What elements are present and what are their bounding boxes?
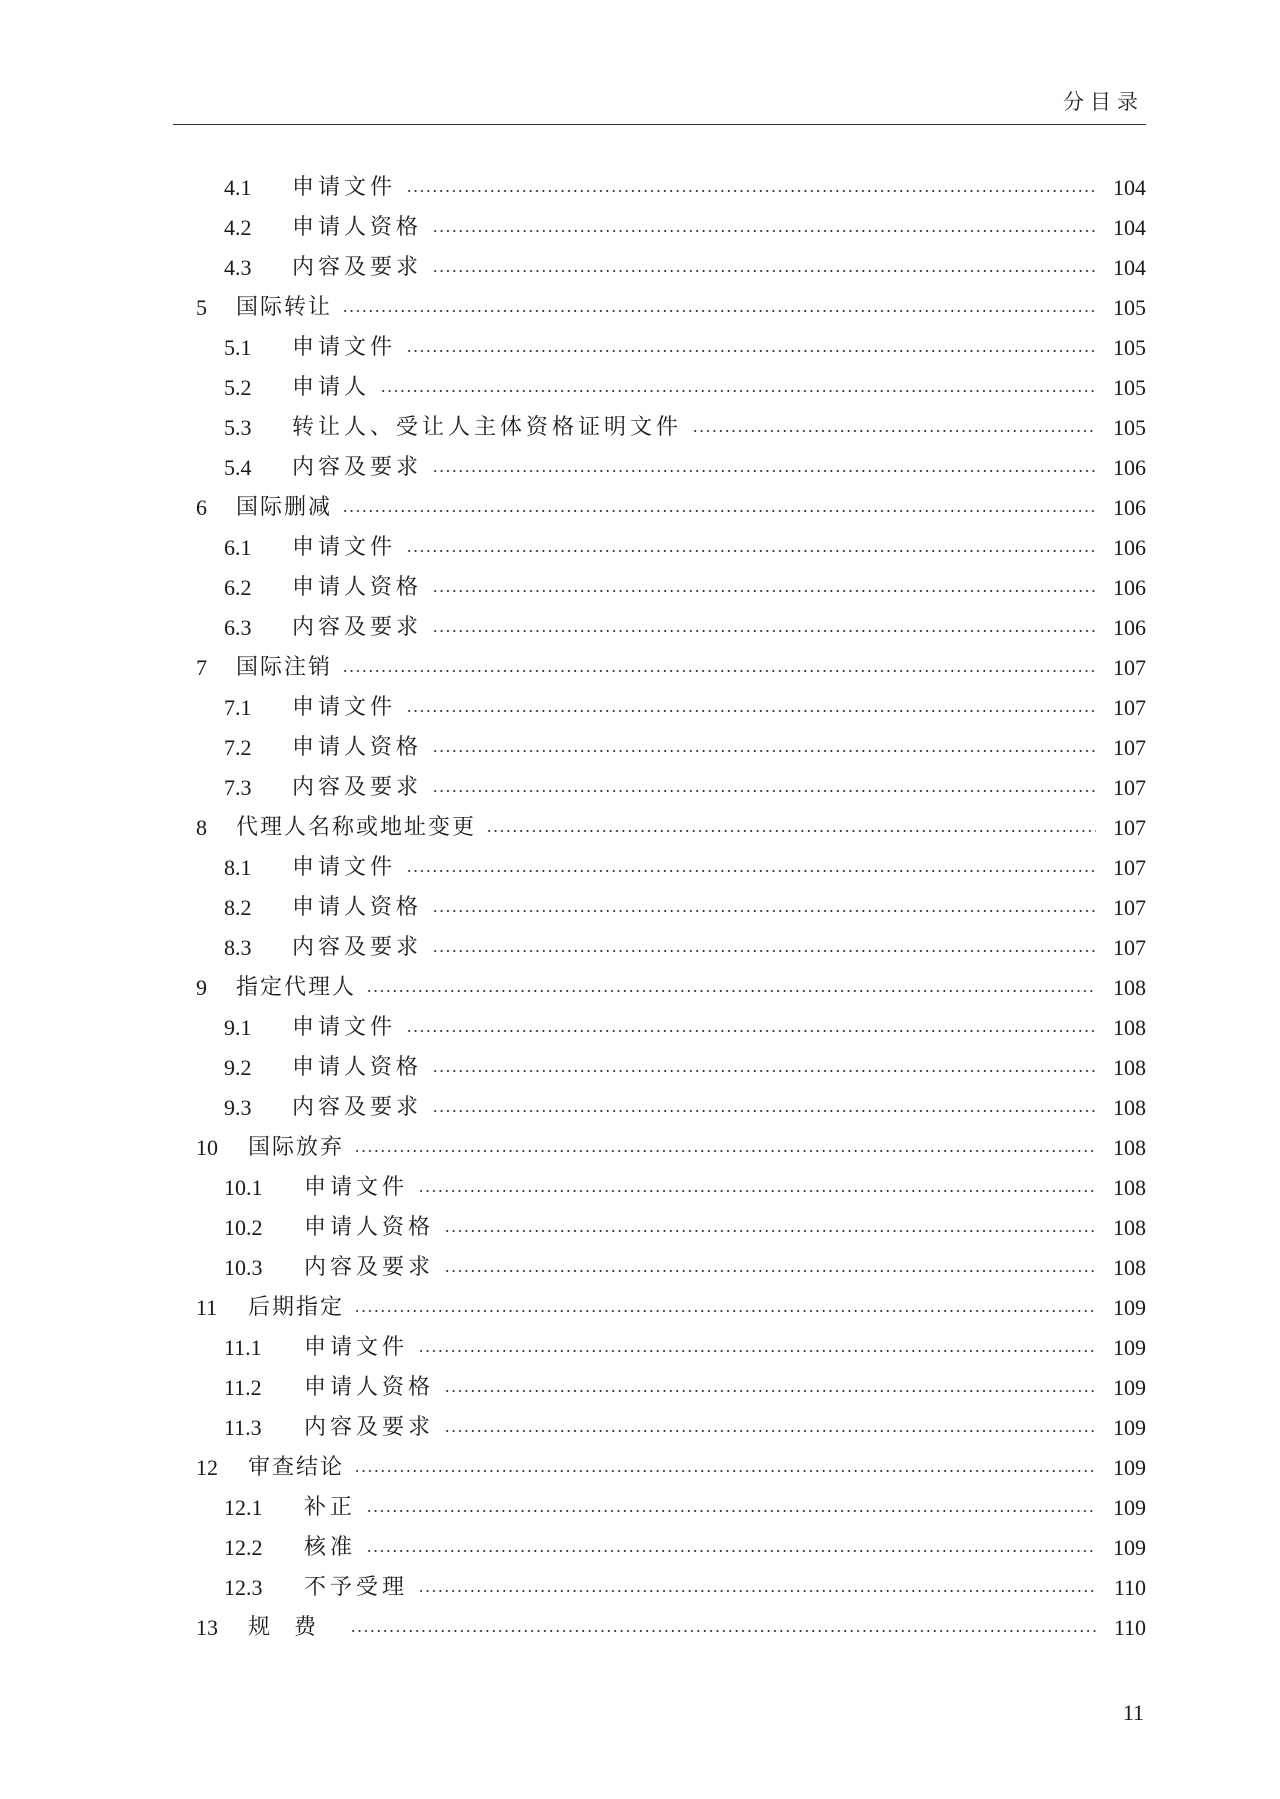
toc-number: 8.1 (224, 855, 252, 880)
dot-leader (354, 1310, 1096, 1312)
dot-leader (432, 470, 1096, 472)
toc-title: 转让人、受让人主体资格证明文件 (292, 415, 683, 440)
dot-leader (692, 430, 1096, 432)
toc-number: 7.1 (224, 695, 252, 720)
toc-number: 12 (196, 1455, 218, 1480)
toc-number: 8 (196, 815, 207, 840)
toc-page-number: 109 (1113, 1375, 1146, 1400)
dot-leader (432, 750, 1096, 752)
toc-page-number: 107 (1113, 695, 1146, 720)
toc-title: 申请人资格 (292, 735, 423, 760)
dot-leader (342, 310, 1096, 312)
toc-title: 申请文件 (292, 335, 397, 360)
toc-page-number: 109 (1113, 1415, 1146, 1440)
toc-section-row[interactable] (196, 1328, 1146, 1368)
dot-leader (444, 1270, 1096, 1272)
dot-leader (354, 1150, 1096, 1152)
toc-number: 10.3 (224, 1255, 263, 1280)
toc-section-row[interactable] (196, 608, 1146, 648)
toc-page-number: 107 (1113, 735, 1146, 760)
toc-section-row[interactable] (196, 1408, 1146, 1448)
dot-leader (486, 830, 1096, 832)
toc-title: 国际删减 (236, 495, 333, 520)
toc-number: 6.3 (224, 615, 252, 640)
dot-leader (432, 230, 1096, 232)
dot-leader (432, 1070, 1096, 1072)
toc-title: 申请文件 (292, 855, 397, 880)
toc-number: 8.3 (224, 935, 252, 960)
toc-number: 11.3 (224, 1415, 262, 1440)
toc-number: 12.3 (224, 1575, 263, 1600)
toc-number: 6.2 (224, 575, 252, 600)
toc-number: 7 (196, 655, 207, 680)
toc-title: 申请文件 (304, 1335, 409, 1360)
toc-number: 10.1 (224, 1175, 263, 1200)
toc-page-number: 105 (1113, 415, 1146, 440)
toc-page-number: 107 (1113, 935, 1146, 960)
toc-page-number: 109 (1113, 1295, 1146, 1320)
toc-section-row[interactable] (196, 448, 1146, 488)
toc-title: 申请人资格 (304, 1375, 435, 1400)
toc-number: 9.3 (224, 1095, 252, 1120)
toc-title: 后期指定 (248, 1295, 345, 1320)
dot-leader (418, 1190, 1096, 1192)
toc-section-row[interactable] (196, 1048, 1146, 1088)
header-title: 分目录 (1063, 90, 1144, 114)
toc-section-row[interactable] (196, 328, 1146, 368)
toc-title: 内容及要求 (292, 255, 423, 280)
dot-leader (432, 910, 1096, 912)
toc-chapter-row[interactable] (196, 808, 1146, 848)
toc-title: 申请人资格 (304, 1215, 435, 1240)
toc-chapter-row[interactable] (196, 1608, 1146, 1648)
toc-number: 7.3 (224, 775, 252, 800)
dot-leader (406, 710, 1096, 712)
toc-title: 内容及要求 (292, 935, 423, 960)
toc-page-number: 104 (1113, 215, 1146, 240)
toc-page-number: 106 (1113, 535, 1146, 560)
toc-number: 4.3 (224, 255, 252, 280)
toc-page-number: 107 (1113, 655, 1146, 680)
toc-page-number: 106 (1113, 575, 1146, 600)
toc-page-number: 108 (1113, 1095, 1146, 1120)
dot-leader (444, 1230, 1096, 1232)
dot-leader (366, 1550, 1096, 1552)
toc-section-row[interactable] (196, 1568, 1146, 1608)
toc-title: 审查结论 (248, 1455, 345, 1480)
dot-leader (418, 1350, 1096, 1352)
toc-number: 5.2 (224, 375, 252, 400)
toc-title: 内容及要求 (292, 1095, 423, 1120)
dot-leader (444, 1430, 1096, 1432)
toc-page-number: 105 (1113, 335, 1146, 360)
toc-title: 申请人资格 (292, 895, 423, 920)
toc-number: 11.1 (224, 1335, 262, 1360)
toc-number: 6 (196, 495, 207, 520)
toc-section-row[interactable] (196, 1208, 1146, 1248)
dot-leader (432, 1110, 1096, 1112)
toc-number: 9.1 (224, 1015, 252, 1040)
toc-title: 补正 (304, 1495, 357, 1520)
toc-number: 8.2 (224, 895, 252, 920)
toc-title: 申请文件 (292, 175, 397, 200)
toc-section-row[interactable] (196, 208, 1146, 248)
toc-section-row[interactable] (196, 1368, 1146, 1408)
toc-title: 内容及要求 (292, 455, 423, 480)
page-number: 11 (1122, 1700, 1144, 1725)
toc-number: 12.1 (224, 1495, 263, 1520)
toc-chapter-row[interactable] (196, 488, 1146, 528)
toc-number: 4.2 (224, 215, 252, 240)
toc-title: 内容及要求 (304, 1255, 435, 1280)
toc-page-number: 109 (1113, 1455, 1146, 1480)
dot-leader (432, 270, 1096, 272)
toc-title: 申请文件 (304, 1175, 409, 1200)
dot-leader (354, 1470, 1096, 1472)
toc-page-number: 107 (1113, 815, 1146, 840)
dot-leader (432, 590, 1096, 592)
toc-number: 11 (196, 1295, 218, 1320)
toc-page-number: 104 (1113, 255, 1146, 280)
dot-leader (406, 550, 1096, 552)
toc-section-row[interactable] (196, 408, 1146, 448)
toc-page-number: 105 (1113, 295, 1146, 320)
dot-leader (406, 1030, 1096, 1032)
toc-page-number: 109 (1113, 1495, 1146, 1520)
toc-title: 申请文件 (292, 1015, 397, 1040)
toc-chapter-row[interactable] (196, 968, 1146, 1008)
toc-section-row[interactable] (196, 1528, 1146, 1568)
toc-page-number: 105 (1113, 375, 1146, 400)
toc-number: 4.1 (224, 175, 252, 200)
toc-number: 9 (196, 975, 207, 1000)
toc-number: 10 (196, 1135, 218, 1160)
toc-section-row[interactable] (196, 368, 1146, 408)
toc-page-number: 107 (1113, 775, 1146, 800)
toc-number: 12.2 (224, 1535, 263, 1560)
toc-page-number: 107 (1113, 895, 1146, 920)
toc-section-row[interactable] (196, 728, 1146, 768)
toc-number: 5.3 (224, 415, 252, 440)
toc-number: 11.2 (224, 1375, 262, 1400)
toc-title: 国际放弃 (248, 1135, 345, 1160)
toc-section-row[interactable] (196, 1008, 1146, 1048)
toc-number: 5.1 (224, 335, 252, 360)
toc-number: 5 (196, 295, 207, 320)
toc-title: 申请人资格 (292, 575, 423, 600)
dot-leader (418, 1590, 1096, 1592)
toc-number: 5.4 (224, 455, 252, 480)
dot-leader (342, 510, 1096, 512)
toc-title: 申请文件 (292, 695, 397, 720)
dot-leader (432, 950, 1096, 952)
toc-chapter-row[interactable] (196, 1128, 1146, 1168)
toc-page-number: 108 (1113, 1015, 1146, 1040)
toc-page-number: 106 (1113, 615, 1146, 640)
dot-leader (342, 670, 1096, 672)
toc-page-number: 108 (1113, 1215, 1146, 1240)
toc-chapter-row[interactable] (196, 1448, 1146, 1488)
toc-page-number: 108 (1113, 1135, 1146, 1160)
toc-page-number: 108 (1113, 1055, 1146, 1080)
dot-leader (366, 990, 1096, 992)
toc-page-number: 110 (1113, 1615, 1146, 1640)
toc-page-number: 106 (1113, 495, 1146, 520)
toc-number: 7.2 (224, 735, 252, 760)
toc-number: 13 (196, 1615, 218, 1640)
header-rule (173, 124, 1146, 125)
toc-section-row[interactable] (196, 928, 1146, 968)
dot-leader (406, 190, 1096, 192)
toc-chapter-row[interactable] (196, 288, 1146, 328)
toc-title: 国际注销 (236, 655, 333, 680)
dot-leader (406, 350, 1096, 352)
toc-title: 内容及要求 (304, 1415, 435, 1440)
toc-title: 申请人资格 (292, 1055, 423, 1080)
toc-title: 核准 (304, 1535, 357, 1560)
toc-number: 9.2 (224, 1055, 252, 1080)
toc-page-number: 110 (1113, 1575, 1146, 1600)
toc-page-number: 109 (1113, 1535, 1146, 1560)
toc-chapter-row[interactable] (196, 1288, 1146, 1328)
toc-number: 6.1 (224, 535, 252, 560)
toc-page-number: 108 (1113, 1175, 1146, 1200)
toc-title: 内容及要求 (292, 775, 423, 800)
toc-section-row[interactable] (196, 1488, 1146, 1528)
toc-title: 申请文件 (292, 535, 397, 560)
dot-leader (432, 630, 1096, 632)
dot-leader (380, 390, 1096, 392)
toc-section-row[interactable] (196, 168, 1146, 208)
toc-page-number: 107 (1113, 855, 1146, 880)
toc-title: 申请人 (292, 375, 371, 400)
toc-title: 申请人资格 (292, 215, 423, 240)
toc-section-row[interactable] (196, 568, 1146, 608)
toc-page-number: 109 (1113, 1335, 1146, 1360)
dot-leader (444, 1390, 1096, 1392)
toc-page-number: 108 (1113, 1255, 1146, 1280)
toc-title: 指定代理人 (236, 975, 357, 1000)
toc-page-number: 108 (1113, 975, 1146, 1000)
toc-title: 不予受理 (304, 1575, 409, 1600)
toc-section-row[interactable] (196, 248, 1146, 288)
toc-section-row[interactable] (196, 528, 1146, 568)
toc-title: 内容及要求 (292, 615, 423, 640)
dot-leader (350, 1630, 1096, 1632)
table-of-contents (196, 168, 1146, 1648)
toc-title: 规费 (248, 1615, 341, 1640)
toc-section-row[interactable] (196, 888, 1146, 928)
toc-section-row[interactable] (196, 1248, 1146, 1288)
dot-leader (432, 790, 1096, 792)
toc-page-number: 104 (1113, 175, 1146, 200)
toc-chapter-row[interactable] (196, 648, 1146, 688)
toc-number: 10.2 (224, 1215, 263, 1240)
toc-title: 国际转让 (236, 295, 333, 320)
toc-section-row[interactable] (196, 1088, 1146, 1128)
dot-leader (366, 1510, 1096, 1512)
toc-section-row[interactable] (196, 688, 1146, 728)
toc-section-row[interactable] (196, 1168, 1146, 1208)
toc-title: 代理人名称或地址变更 (236, 815, 477, 840)
toc-page-number: 106 (1113, 455, 1146, 480)
toc-section-row[interactable] (196, 848, 1146, 888)
toc-section-row[interactable] (196, 768, 1146, 808)
dot-leader (406, 870, 1096, 872)
